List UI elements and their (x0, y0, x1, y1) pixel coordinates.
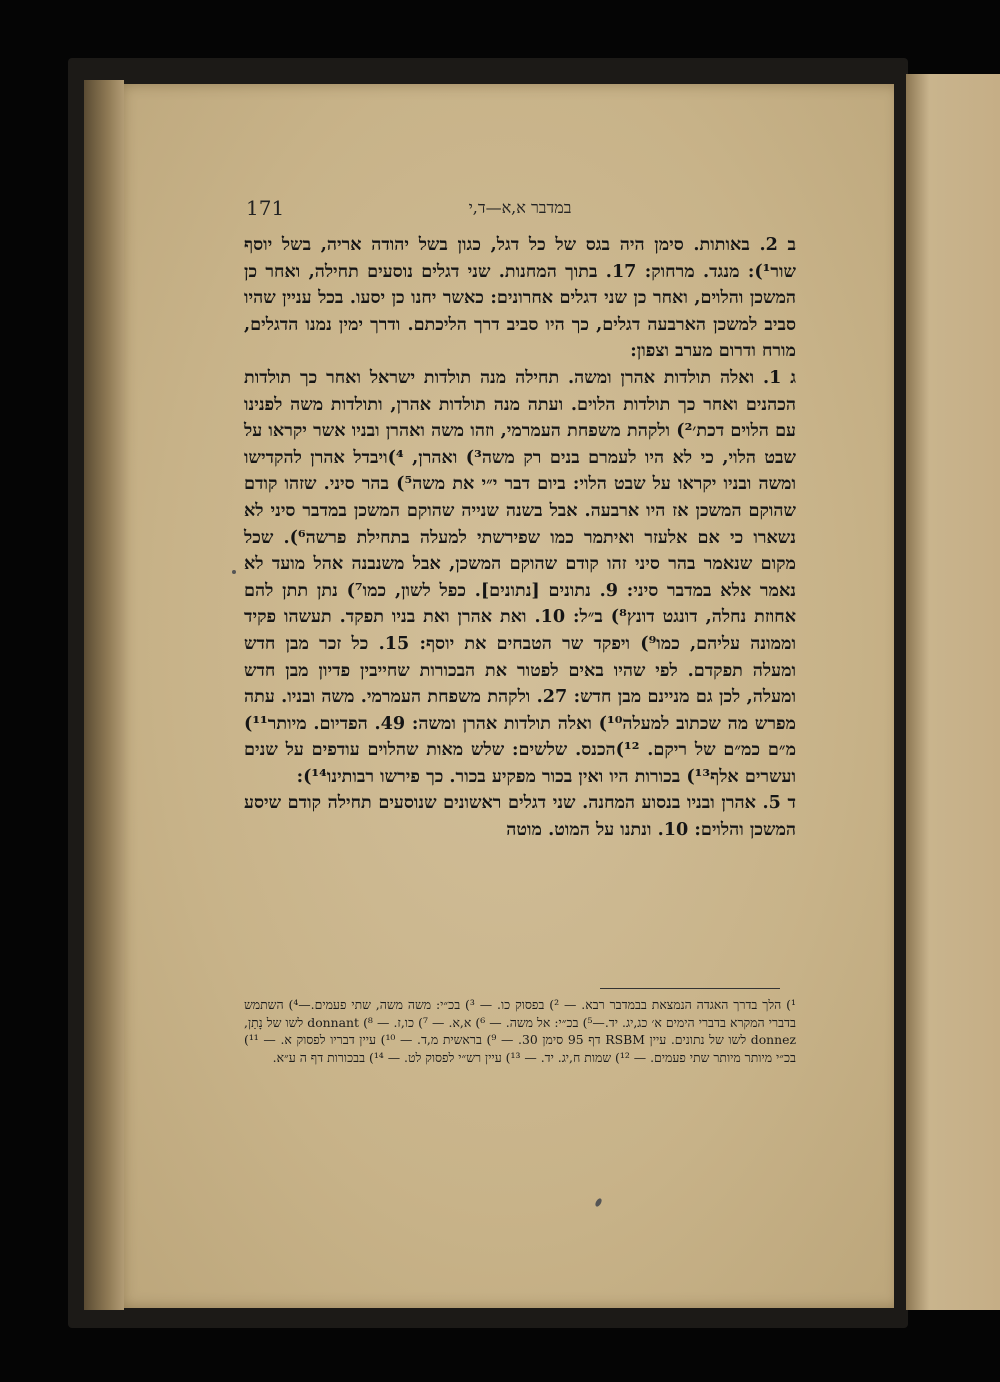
footnote-block: ¹) הלך בדרך האגדה הנמצאת בבמדבר רבא. — ²) בפסוק כו. — ³) בכ״י: משה משה, שתי פעמים.—⁴) השתמש בדברי המקרא בדברי הימים א׳ כג,יג. יד.—⁵) בכ״י: אל משה. — ⁶) א,א. — ⁷) כו,ז. — ⁸) donnant לשו של נָתַן, donnez לשו של נתונים. עיין RSBM דף 95 סימן 30. — ⁹) בראשית מ,ד. — ¹⁰) עיין דבריו לפסוק א. — ¹¹) בכ״י מיותר מיותר שתי פעמים. — ¹²) שמות ח,יג. יד. — ¹³) עיין רש״י לפסוק לט. — ¹⁴) בבכורות דף ה ע״א. (244, 997, 796, 1065)
paragraph-bet: ב 2. באותות. סימן היה בגס של כל דגל, כגון בשל יהודה אריה, בשל יוסף שור¹): מנגד. מרחוק: 17. בתוך המחנות. שני דגלים נוסעים תחילה, ואחר כן המשכן והלוים, ואחר כן שני דגלים אחרונים: כאשר יחנו כן יסעו. בכל עניין שהיו סביב למשכן הארבעה דגלים, כך היו סביב דרך הליכתם. ודרך ימין נמנו הדגלים, מורח ודרום מערב וצפון: (244, 234, 796, 362)
paper-speck (232, 570, 236, 574)
facing-page-edge (906, 74, 1000, 1310)
footnote-rule (600, 988, 780, 989)
footnotes (244, 996, 796, 1066)
paragraph-gimel: ג 1. ואלה תולדות אהרן ומשה. תחילה מנה תולדות ישראל ואחר כך תולדות הכהנים ואחר כך תולדות הלוים. ועתה מנה תולדות אהרן, ותולדות משה לפנינו עם הלוים דכת׳²) ולקהת משפחת העמרמי, וזהו משה ואהרן ובניו אשר יקראו על שבט הלוי, כי לא היו לעמרם בנים רק משה³) ואהרן, ⁴)ויבדל אהרן להקדישו ומשה ובניו יקראו על שבט הלוי: ביום דבר י״י את משה⁵) בהר סיני. שזהו קודם שהוקם המשכן אז היו ארבעה. אבל בשנה שנייה שהוקם המשכן במדבר סיני לא נשארו כי אם אלעזר ואיתמר כמו שפירשתי למעלה בתחילת פרשה⁶). שכל מקום שנאמר בהר סיני זהו קודם שהוקם המשכן, אבל משנבנה אהל מועד לא נאמר אלא במדבר סיני: 9. נתונים [נתונים]. כפל לשון, כמו⁷) נתן תתן להם אחוזת נחלה, דונגט דונץ⁸) ב״ל: 10. ואת אהרן ואת בניו תפקד. תעשהו פקיד וממונה עליהם, כמו⁹) ויפקד שר הטבחים את יוסף: 15. כל זכר מבן חדש ומעלה תפקדם. לפי שהיו באים לפטור את הבכורות שחייבין פדיון מבן חדש ומעלה, לכן גם מניינם מבן חדש: 27. ולקהת משפחת העמרמי. משה ובניו. עתה מפרש מה שכתוב למעלה¹⁰) ואלה תולדות אהרן ומשה: 49. הפדיום. מיותר¹¹) מ״ם כמ״ם של ריקם. ¹²)הכנס. שלשים: שלש מאות שהלוים עודפים על שנים ועשרים אלף¹³) בכורות היו ואין בכור מפקיע בכור. כך פירשו רבותינו¹⁴): (244, 366, 797, 787)
paragraph-dalet: ד 5. אהרן ובניו בנסוע המחנה. שני דגלים ראשונים שנוסעים תחילה קודם שיסע המשכן והלוים: 10. ונתנו על המוט. מוטה (244, 792, 796, 841)
main-text (244, 232, 796, 844)
page-number: 171 (246, 196, 285, 220)
page-gutter (84, 80, 124, 1310)
running-head: במדבר א,א—ד,י (468, 198, 572, 217)
